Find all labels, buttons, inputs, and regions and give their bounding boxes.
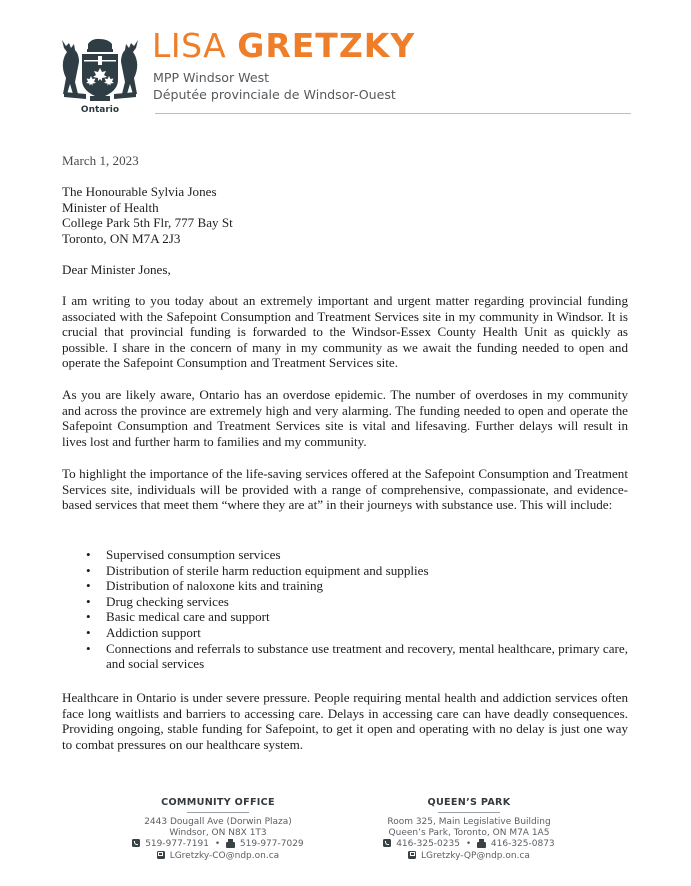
list-item: • Supervised consumption services [86,547,281,562]
letterhead-divider [155,113,631,114]
list-item: • Distribution of sterile harm reduction equipment and supplies [86,562,429,578]
list-item: • Connections and referrals to substance use treatment and recovery, mental healthcare, primary care, and social services [86,640,628,672]
crest-graphic [58,36,142,106]
phone-icon [132,839,140,847]
qp-phone: 416-325-0235 [396,839,460,850]
fax-icon [477,839,486,847]
ontario-coat-of-arms-icon [58,36,142,118]
name-last: GRETZKY [237,26,416,65]
qp-fax: 416-325-0873 [490,839,555,850]
title-french: Députée provinciale de Windsor-Ouest [153,87,396,102]
recipient-city: Toronto, ON M7A 2J3 [62,230,181,246]
title-english: MPP Windsor West [153,70,270,85]
list-item: • Basic medical care and support [86,609,270,625]
bullet-icon: • [86,624,91,640]
letter-date: March 1, 2023 [62,153,139,168]
recipient-street: College Park 5th Flr, 777 Bay St [62,215,233,231]
fax-icon [226,839,235,847]
list-item: • Addiction support [86,624,201,640]
office-address-line-1: 2443 Dougall Ave (Dorwin Plaza) [144,817,292,827]
bullet-icon: • [86,578,91,594]
qp-email-line [344,851,594,862]
qp-address-line-1: Room 325, Main Legislative Building [387,817,551,827]
heading-underline [187,812,249,813]
office-email-line [93,851,343,862]
name-first: LISA [152,26,227,65]
bullet-icon: • [86,640,91,656]
services-list [62,547,628,672]
recipient-address [62,184,233,246]
salutation: Dear Minister Jones, [62,262,171,277]
queens-park-heading: QUEEN’S PARK [427,797,511,808]
recipient-name: The Honourable Sylvia Jones [62,184,217,199]
office-email[interactable]: LGretzky-CO@ndp.on.ca [169,850,280,861]
qp-phone-fax: 416-325-0235 • 416-325-0873 [344,839,594,850]
list-item: • Drug checking services [86,593,229,609]
queens-park-block [344,796,594,862]
community-office-block [93,796,343,862]
bullet-icon: • [86,562,91,578]
bullet-icon: • [86,609,91,625]
qp-address-line-2: Queen’s Park, Toronto, ON M7A 1A5 [388,828,550,839]
mpp-name [152,26,415,66]
recipient-title: Minister of Health [62,199,159,215]
paragraph: Healthcare in Ontario is under severe pressure. People requiring mental health and addiction services often face long waitlists and barriers to accessing care. Delays in accessing care can have deadly consequences. Providing ongoing, stable funding for Safepoint, to get it open and operating with no delay is just one way to combat pressures on our healthcare system. [62,690,628,752]
heading-underline [438,812,500,813]
community-office-heading: COMMUNITY OFFICE [161,797,275,808]
bullet-icon: • [86,547,91,562]
email-icon [157,851,165,859]
phone-icon [383,839,391,847]
office-fax: 519-977-7029 [239,839,304,850]
office-phone-fax: 519-977-7191 • 519-977-7029 [93,839,343,850]
paragraph: I am writing to you today about an extremely important and urgent matter regarding provincial funding associated with the Safepoint Consumption and Treatment Services site in my community in Windsor. It is crucial that provincial funding is forwarded to the Windsor-Essex County Health Unit as quickly as possible. I share in the concern of many in my community as we await the funding needed to open and operate the Safepoint Consumption and Treatment Services site. [62,293,628,371]
paragraph: To highlight the importance of the life-saving services offered at the Safepoint Consumption and Treatment Services site, individuals will be provided with a range of comprehensive, compassionate, and evidence-based services that meet them “where they are at” in their journeys with substance use. This will include: [62,466,628,513]
email-icon [408,851,416,859]
paragraph: As you are likely aware, Ontario has an overdose epidemic. The number of overdoses in my community and across the province are extremely high and very alarming. The funding needed to open and operate the Safepoint Consumption and Treatment Services site is vital and lifesaving. Further delays will result in lives lost and further harm to families and my community. [62,387,628,449]
crest-label: Ontario [80,105,120,115]
office-phone: 519-977-7191 [145,839,209,850]
bullet-icon: • [86,593,91,609]
office-address-line-2: Windsor, ON N8X 1T3 [169,828,267,839]
list-item: • Distribution of naloxone kits and training [86,578,324,594]
qp-email[interactable]: LGretzky-QP@ndp.on.ca [420,850,530,861]
